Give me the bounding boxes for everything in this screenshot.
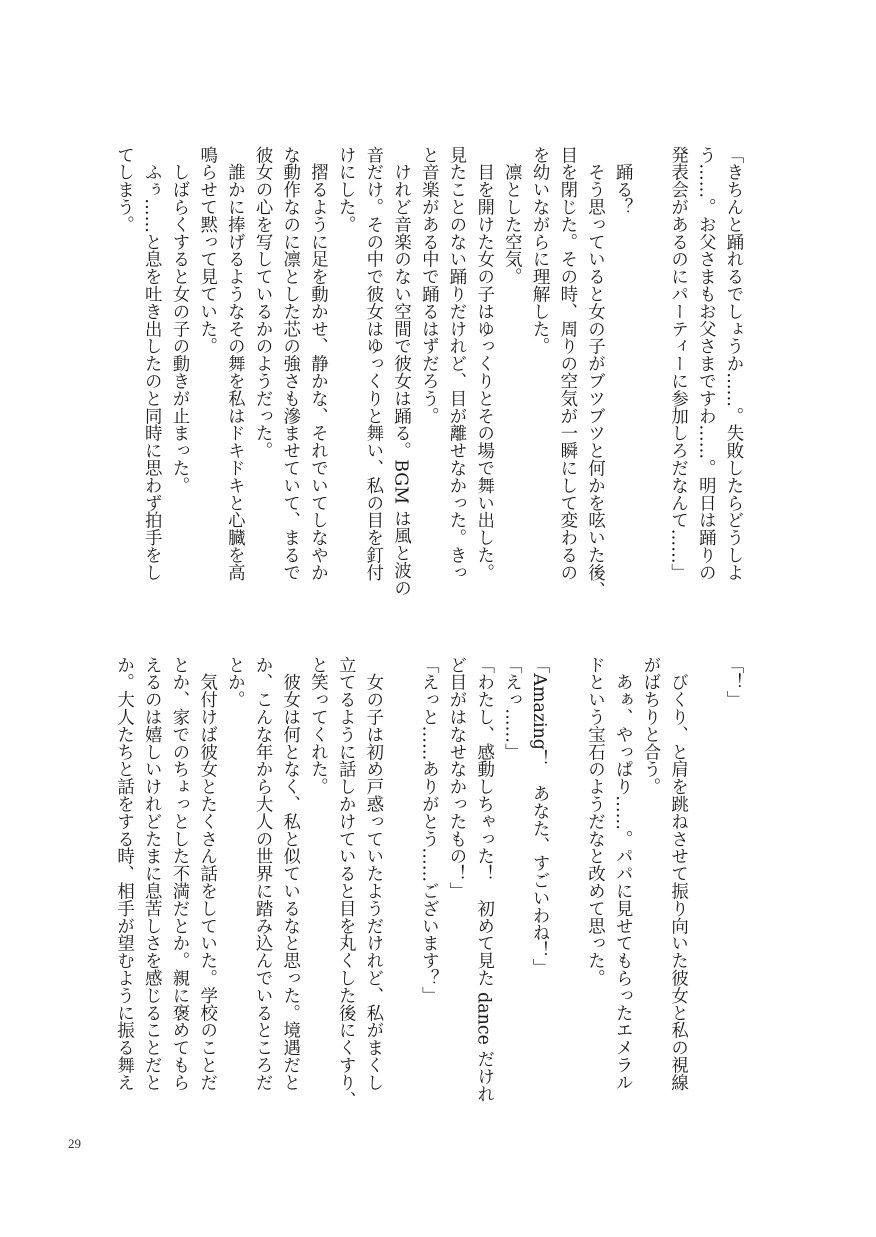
text-line: と音楽がある中で踊るはずだろう。 xyxy=(418,146,439,425)
text-line: 「！」 xyxy=(723,656,743,709)
text-line: な動作なのに凛とした芯の強さも滲ませていて、まるで xyxy=(279,146,300,581)
text-line: ドという宝石のようだなと改めて思った。 xyxy=(584,656,605,987)
text-line: 「Amazing！ あなた、すごいわね！」 xyxy=(529,656,550,977)
text-line xyxy=(552,656,580,1101)
text-line: 「わたし、感動しちゃった！ 初めて見た dance だけれ xyxy=(473,656,494,1103)
text-line: を幼いながらに理解した。 xyxy=(529,146,550,355)
text-line: てしまう。 xyxy=(113,146,134,233)
text-line: あぁ、やっぱり……。パパに見せてもらったエメラル xyxy=(612,656,633,1091)
text-line: えるのは嬉しいけれどたまに息苦しさを感じることだと xyxy=(141,656,162,1091)
text-line: か。大人たちと話をする時、相手が望むように振る舞え xyxy=(113,656,134,1091)
text-line: けれど音楽のない空間で彼女は踊る。BGM は風と波の xyxy=(390,146,411,597)
text-line: 踊る？ xyxy=(612,146,633,216)
text-line: とか、家でのちょっとした不満だとか。親に褒めてもら xyxy=(168,656,189,1091)
text-line xyxy=(635,146,663,591)
text-line: う……。お父さまもお父さまですわ……。明日は踊りの xyxy=(695,146,716,581)
text-line: 目を閉じた。その時、周りの空気が一瞬にして変わるの xyxy=(556,146,577,581)
text-line: けにした。 xyxy=(335,146,356,233)
text-line: 「きちんと踊れるでしょうか……。失敗したらどうしよ xyxy=(723,146,743,581)
page-number: 29 xyxy=(68,1136,81,1151)
text-line: そう思っていると女の子がブツブツと何かを呟いた後、 xyxy=(584,146,605,599)
text-line: 摺るように足を動かせ、静かな、それでいてしなやか xyxy=(307,146,328,581)
text-line: 女の子は初め戸惑っていたようだけれど、私がまくし xyxy=(362,656,383,1091)
text-line: 誰かに捧げるようなその舞を私はドキドキと心臓を高 xyxy=(224,146,245,581)
text-line: ど目がはなせなかったもの！」 xyxy=(445,656,466,900)
text-line: 見たことのない踊りだけれど、目が離せなかった。きっ xyxy=(445,146,466,581)
text-line: 立てるように話しかけていると目を丸くした後にくすり、 xyxy=(335,656,356,1109)
text-line: か、こんな年から大人の世界に踏み込んでいるところだ xyxy=(252,656,273,1091)
text-line: 目を開けた女の子はゆっくりとその場で舞い出した。 xyxy=(473,146,494,581)
text-block-bottom xyxy=(106,656,746,1109)
text-line: 彼女の心を写しているかのようだった。 xyxy=(252,146,273,460)
text-line: しばらくすると女の子の動きが止まった。 xyxy=(168,146,189,494)
text-line: 「えっと……ありがとう……ございます？」 xyxy=(418,656,439,1004)
text-line: 音だけ。その中で彼女はゆっくりと舞い、私の目を釘付 xyxy=(362,146,383,581)
text-line: がばちりと合う。 xyxy=(639,656,660,796)
text-line: 鳴らせて黙って見ていた。 xyxy=(196,146,217,355)
text-line: 発表会があるのにパーティーに参加しろだなんて……」 xyxy=(667,146,688,581)
text-line: びくり、と肩を跳ねさせて振り向いた彼女と私の視線 xyxy=(667,656,688,1091)
text-line: 「えっ……」 xyxy=(501,656,522,761)
text-line xyxy=(386,656,414,1101)
text-line: 彼女は何となく、私と似ているなと思った。境遇だと xyxy=(279,656,300,1091)
text-line: ふぅ……と息を吐き出したのと同時に思わず拍手をし xyxy=(141,146,162,581)
text-line: 気付けば彼女とたくさん話をしていた。学校のことだ xyxy=(196,656,217,1091)
text-block-top xyxy=(106,146,746,599)
text-line: と笑ってくれた。 xyxy=(307,656,328,796)
text-line xyxy=(691,656,719,1101)
text-line: 凛とした空気。 xyxy=(501,146,522,286)
text-line: とか。 xyxy=(224,656,245,709)
